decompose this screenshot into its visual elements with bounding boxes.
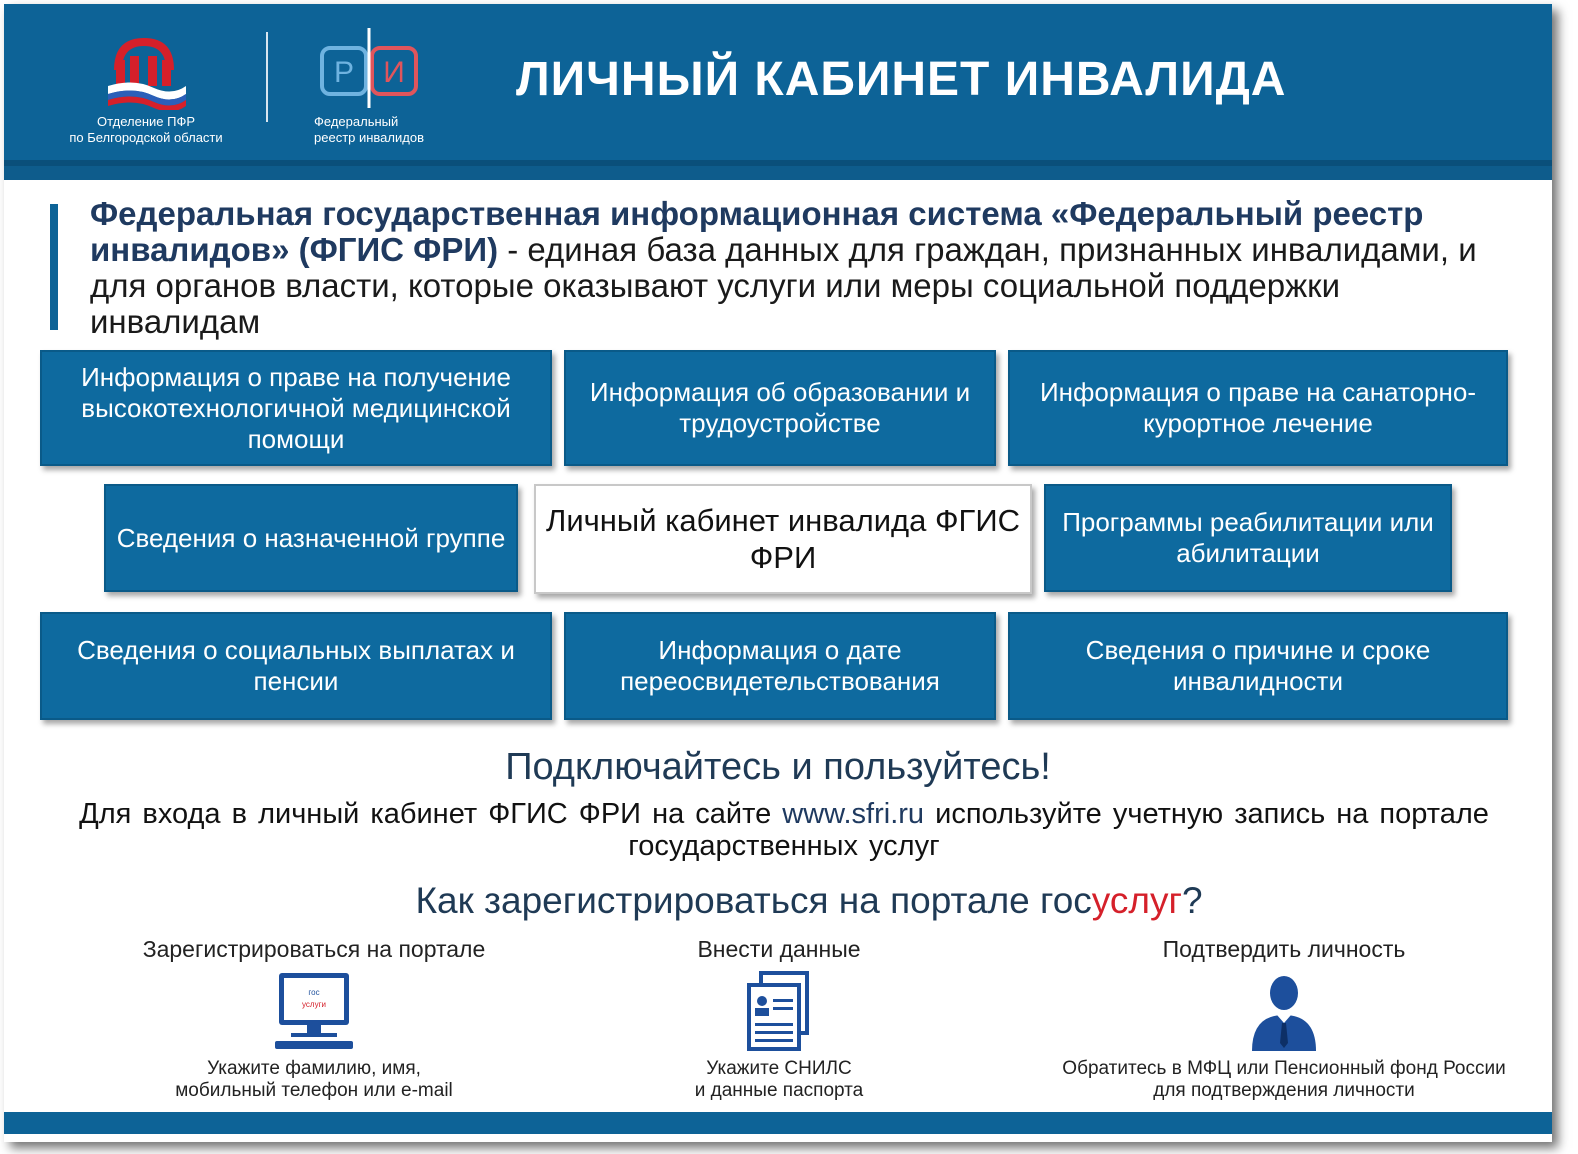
intro-accent-bar xyxy=(50,204,58,330)
sfri-link[interactable]: www.sfri.ru xyxy=(782,798,925,830)
step-enter-data: Внести данные Укажите СНИЛС и данные паспорта xyxy=(604,936,954,1102)
tile-cause: Сведения о причине и сроке инвалидности xyxy=(1008,612,1508,720)
step-confirm-identity: Подтвердить личность Обратитесь в МФЦ или Пенсионный фонд России для подтверждения личности xyxy=(1004,936,1564,1102)
fri-caption: Федеральный реестр инвалидов xyxy=(314,114,424,145)
tile-hitech-medical: Информация о праве на получение высокотехнологичной медицинской помощи xyxy=(40,350,552,466)
step-title: Подтвердить личность xyxy=(1162,936,1406,962)
header-strip xyxy=(4,166,1552,180)
computer-icon xyxy=(269,971,359,1053)
tile-education: Информация об образовании и трудоустройстве xyxy=(564,350,996,466)
header-bar xyxy=(4,4,1552,166)
fri-letter-i: И xyxy=(383,56,405,89)
step-register: Зарегистрироваться на портале гос услуги Укажите фамилию, имя, мобильный телефон или e-mail xyxy=(114,936,514,1102)
register-heading: Как зарегистрироваться на портале госуслуг? xyxy=(415,880,1203,921)
tile-personal-cabinet: Личный кабинет инвалида ФГИС ФРИ xyxy=(534,484,1032,594)
step-title: Зарегистрироваться на портале xyxy=(142,936,486,962)
svg-text:гос: гос xyxy=(308,988,320,997)
tile-sanatorium: Информация о праве на санаторно-курортное лечение xyxy=(1008,350,1508,466)
fri-letter-r: Р xyxy=(333,56,355,89)
tile-payments: Сведения о социальных выплатах и пенсии xyxy=(40,612,552,720)
tile-reexam: Информация о дате переосвидетельствования xyxy=(564,612,996,720)
footer-strip xyxy=(4,1112,1552,1134)
intro-text: Федеральная государственная информационная система «Федеральный реестр инвалидов» (ФГИС ФРИ) - единая база данных для граждан, признанных инвалидами, и для органов власти, которые оказывают услуги или меры социальной поддержки инвалидам xyxy=(90,195,1477,340)
person-icon xyxy=(1244,971,1324,1053)
pfr-caption: Отделение ПФР по Белгородской области xyxy=(69,114,223,145)
tile-group: Сведения о назначенной группе xyxy=(104,484,518,592)
step-title: Внести данные xyxy=(697,936,861,962)
infographic-frame xyxy=(4,4,1552,1142)
fri-logo-icon xyxy=(316,26,426,110)
pfr-logo-icon xyxy=(94,30,194,110)
svg-text:услуги: услуги xyxy=(302,1000,326,1009)
document-icon xyxy=(739,971,819,1053)
header-divider xyxy=(266,32,268,122)
tile-rehab: Программы реабилитации или абилитации xyxy=(1044,484,1452,592)
connect-heading: Подключайтесь и пользуйтесь! xyxy=(505,746,1051,788)
login-instructions: Для входа в личный кабинет ФГИС ФРИ на сайте www.sfri.ru используйте учетную запись на портале государственных услуг xyxy=(79,798,1489,862)
page-title: ЛИЧНЫЙ КАБИНЕТ ИНВАЛИДА xyxy=(516,53,1287,106)
